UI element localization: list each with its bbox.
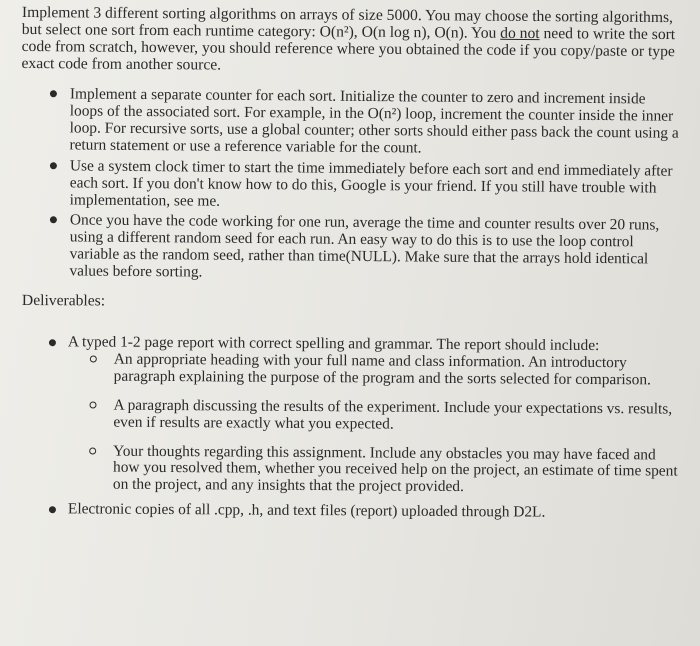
- intro-paragraph: [21, 4, 682, 77]
- deliverable-item-files: [22, 501, 682, 523]
- deliverable-text: A typed 1-2 page report with correct spelling and grammar. The report should include:: [67, 333, 600, 354]
- report-item-heading: [68, 351, 682, 389]
- requirement-item-counter: [21, 86, 682, 159]
- hollow-bullet-icon: [89, 401, 96, 408]
- deliverables-heading: Deliverables:: [21, 291, 106, 310]
- report-requirements-list: [67, 351, 682, 498]
- requirement-item-runs: [21, 212, 682, 285]
- bullet-icon: [49, 339, 56, 346]
- report-item-thoughts: [67, 443, 681, 498]
- hollow-bullet-icon: [90, 355, 97, 362]
- report-item-text: Your thoughts regarding this assignment. Include any obstacles you may have faced and how you resolved them, whether you received help on the project, an estimate of time spent on the project, and any insights that the project provided.: [112, 442, 678, 496]
- requirement-text: Use a system clock timer to start the time immediately before each sort and end immediately after each sort. If you don't know how to do this, Google is your friend. If you still have trouble with implementation, see me.: [69, 157, 673, 210]
- deliverables-list: [22, 333, 682, 521]
- bullet-icon: [50, 217, 57, 224]
- report-item-results: [67, 397, 681, 435]
- report-item-text: A paragraph discussing the results of the experiment. Include your expectations vs. results, even if results are exactly what you expected.: [113, 396, 673, 433]
- hollow-bullet-icon: [89, 447, 96, 454]
- report-item-text: An appropriate heading with your full name and class information. An introductory paragraph explaining the purpose of the program and the sorts selected for comparison.: [113, 350, 651, 389]
- bullet-icon: [50, 90, 57, 97]
- intro-text-2: need to write the sort code from scratch, however, you should reference where you obtained the code if you copy/paste or type exact code from another source.: [21, 25, 676, 74]
- intro-text-1: Implement 3 different sorting algorithms on arrays of size 5000. You may choose the sorting algorithms, but select one sort from each runtime category: O(n²), O(n log n), O(n). You: [21, 4, 674, 42]
- requirement-text: Implement a separate counter for each sort. Initialize the counter to zero and increment inside loops of the associated sort. For example, in the O(n²) loop, increment the counter inside the inner loop. For recursive sorts, use a global counter; other sorts should either pass back the count using a return statement or use a reference variable for the count.: [69, 85, 679, 157]
- bullet-icon: [50, 162, 57, 169]
- intro-underlined-text: do not: [500, 24, 540, 43]
- requirement-item-timer: [22, 158, 682, 214]
- requirement-text: Once you have the code working for one run, average the time and counter results over 20 runs, using a different random seed for each run. An easy way to do this is to use the loop control variable as the random seed, rather than time(NULL). Make sure that the arrays hold identical values before sorting.: [69, 211, 660, 281]
- deliverable-item-report: [21, 334, 682, 498]
- bullet-icon: [49, 506, 56, 513]
- deliverable-text: Electronic copies of all .cpp, .h, and text files (report) uploaded through D2L.: [67, 500, 546, 521]
- requirements-list: [22, 86, 682, 280]
